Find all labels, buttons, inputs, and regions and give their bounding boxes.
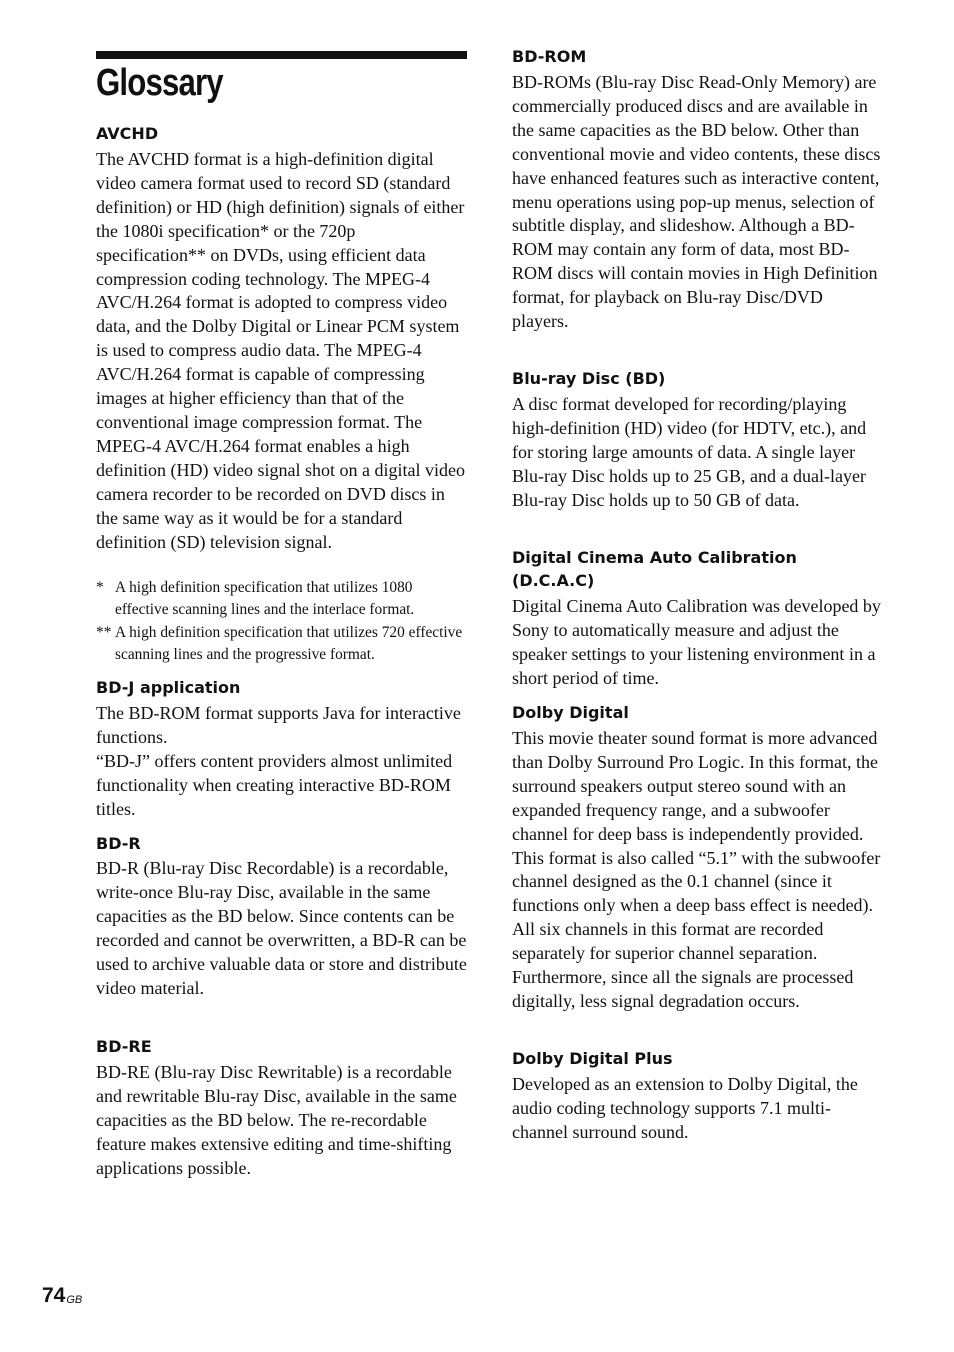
definition-bd-j-2: “BD-J” offers content providers almost unlimited functionality when creating interactive BD-ROM titles. — [96, 751, 453, 819]
footnote-720p — [96, 622, 468, 666]
term-dolby-digital-plus: Dolby Digital Plus — [512, 1049, 673, 1068]
definition-dolby-digital: This movie theater sound format is more advanced than Dolby Surround Pro Logic. In this format, the surround speakers output stereo sound with an expanded frequency range, and a subwoofer channel for deep bass is independently provided. This format is also called “5.1” with the subwoofer channel designed as the 0.1 channel (since it functions only when a deep bass effect is needed). All six channels in this format are recorded separately for superior channel separation. Furthermore, since all the signals are processed digitally, less signal degradation occurs. — [512, 728, 881, 1011]
term-bd-r: BD-R — [96, 834, 141, 853]
definition-bd-r: BD-R (Blu-ray Disc Recordable) is a recordable, write-once Blu-ray Disc, available in the same capacities as the BD below. Since contents can be recorded and cannot be overwritten, a BD-R can be used to archive valuable data or store and distribute video material. — [96, 858, 467, 998]
footnote-mark: ** — [96, 624, 112, 641]
definition-bd-re: BD-RE (Blu-ray Disc Rewritable) is a recordable and rewritable Blu-ray Disc, available in the same capacities as the BD below. The re-recordable feature makes extensive editing and time-shifting applications possible. — [96, 1062, 457, 1178]
definition-blu-ray-disc: A disc format developed for recording/playing high-definition (HD) video (for HDTV, etc.), and for storing large amounts of data. A single layer Blu-ray Disc holds up to 25 GB, and a dual-layer Blu-ray Disc holds up to 50 GB of data. — [512, 394, 867, 510]
term-bd-rom: BD-ROM — [512, 47, 587, 66]
page-number-value: 74 — [42, 1284, 66, 1307]
definition-dcac: Digital Cinema Auto Calibration was developed by Sony to automatically measure and adjust the speaker settings to your listening environment in a short period of time. — [512, 596, 881, 688]
term-dcac: Digital Cinema Auto Calibration (D.C.A.C) — [512, 548, 797, 590]
definition-bd-rom: BD-ROMs (Blu-ray Disc Read-Only Memory) are commercially produced discs and are available in the same capacities as the BD below. Other than conventional movie and video contents, these discs have enhanced features such as interactive content, menu operations using pop-up menus, selection of subtitle display, and slideshow. Although a BD-ROM may contain any form of data, most BD-ROM discs will contain movies in High Definition format, for playback on Blu-ray Disc/DVD players. — [512, 72, 881, 332]
footnote-text: A high definition specification that utilizes 720 effective scanning lines and the progressive format. — [115, 624, 463, 663]
term-dolby-digital: Dolby Digital — [512, 703, 629, 722]
page-number — [42, 1283, 82, 1309]
footnote-1080i — [96, 577, 468, 621]
page-title: Glossary — [96, 62, 223, 104]
footnote-mark: * — [96, 579, 104, 596]
term-bd-re: BD-RE — [96, 1037, 152, 1056]
page-region-suffix: GB — [66, 1294, 83, 1306]
definition-bd-j-1: The BD-ROM format supports Java for interactive functions. — [96, 703, 461, 747]
definition-avchd: The AVCHD format is a high-definition digital video camera format used to record SD (standard definition) or HD (high definition) signals of either the 1080i specification* or the 720p specification** on DVDs, using efficient data compression coding technology. The MPEG-4 AVC/H.264 format is adopted to compress video data, and the Dolby Digital or Linear PCM system is used to compress audio data. The MPEG-4 AVC/H.264 format is capable of compressing images at higher efficiency than that of the conventional image compression format. The MPEG-4 AVC/H.264 format enables a high definition (HD) video signal shot on a digital video camera recorder to be recorded on DVD discs in the same way as it would be for a standard definition (SD) television signal. — [96, 149, 465, 552]
term-avchd: AVCHD — [96, 124, 159, 143]
footnote-text: A high definition specification that utilizes 1080 effective scanning lines and the interlace format. — [115, 579, 415, 618]
term-blu-ray-disc: Blu-ray Disc (BD) — [512, 369, 666, 388]
definition-dolby-digital-plus: Developed as an extension to Dolby Digital, the audio coding technology supports 7.1 multi-channel surround sound. — [512, 1074, 858, 1142]
term-bd-j-application: BD-J application — [96, 678, 241, 697]
title-rule — [96, 51, 467, 59]
